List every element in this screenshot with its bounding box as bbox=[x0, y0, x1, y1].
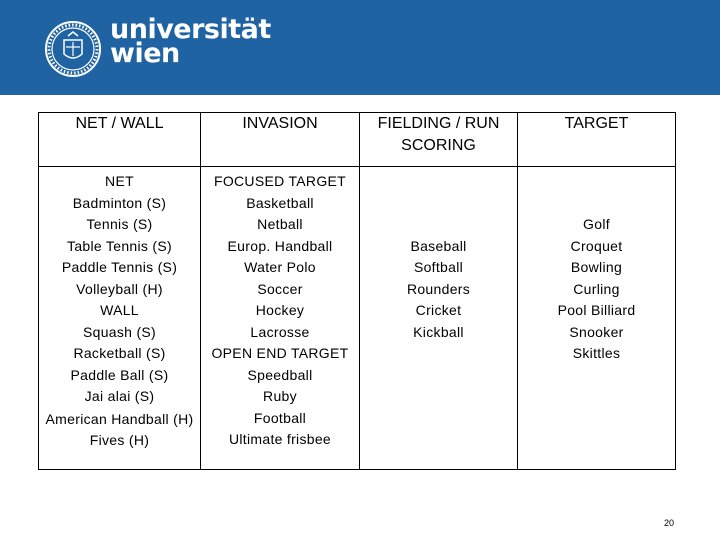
list-item: Badminton (S) bbox=[72, 194, 167, 211]
header-bar bbox=[0, 0, 720, 95]
header-target: TARGET bbox=[518, 113, 676, 167]
list-item: Tennis (S) bbox=[86, 216, 153, 232]
list-item: Speedball bbox=[247, 366, 313, 383]
logo-line-1: universität bbox=[110, 14, 271, 45]
list-item: Cricket bbox=[415, 302, 462, 318]
university-logo-text bbox=[110, 14, 271, 69]
list-item: Football bbox=[253, 409, 307, 426]
spacer bbox=[518, 171, 675, 214]
list-item: WALL bbox=[100, 302, 139, 318]
list-item: Paddle Tennis (S) bbox=[61, 259, 178, 275]
list-item: Lacrosse bbox=[250, 323, 310, 340]
list-item: Netball bbox=[257, 216, 303, 232]
list-item: OPEN END TARGET bbox=[211, 345, 349, 361]
target-column bbox=[518, 167, 676, 470]
fielding-run-scoring-column bbox=[360, 167, 518, 470]
list-item: Fives (H) bbox=[89, 431, 150, 448]
invasion-column bbox=[201, 167, 360, 470]
list-item: Volleyball (H) bbox=[76, 280, 163, 297]
list-item: Kickball bbox=[413, 323, 464, 340]
list-item: Basketball bbox=[246, 194, 314, 211]
list-item: Racketball (S) bbox=[73, 345, 166, 361]
list-item: Snooker bbox=[569, 323, 624, 340]
list-item: Hockey bbox=[255, 302, 305, 318]
sports-classification-table bbox=[38, 112, 676, 470]
list-item: Water Polo bbox=[244, 259, 316, 275]
list-item: American Handball (H) bbox=[45, 410, 194, 427]
header-invasion: INVASION bbox=[201, 113, 360, 167]
list-item: Croquet bbox=[570, 237, 623, 254]
list-item: Golf bbox=[583, 216, 610, 232]
list-item: Jai alai (S) bbox=[84, 388, 155, 404]
university-seal-icon bbox=[44, 20, 102, 78]
table-header-row bbox=[39, 113, 676, 167]
list-item: FOCUSED TARGET bbox=[213, 173, 347, 189]
list-item: Europ. Handball bbox=[227, 237, 333, 254]
list-item: Bowling bbox=[570, 259, 623, 275]
list-item: Ultimate frisbee bbox=[228, 431, 332, 447]
table-body-row bbox=[39, 167, 676, 470]
list-item: Pool Billiard bbox=[557, 302, 636, 318]
list-item: Ruby bbox=[263, 388, 297, 404]
spacer bbox=[360, 171, 517, 236]
list-item: Table Tennis (S) bbox=[67, 237, 172, 254]
list-item: Soccer bbox=[257, 280, 303, 297]
list-item: Baseball bbox=[410, 237, 467, 254]
page-number: 20 bbox=[664, 518, 675, 528]
header-fielding-run-scoring: FIELDING / RUN SCORING bbox=[360, 113, 518, 167]
list-item: Paddle Ball (S) bbox=[70, 366, 169, 383]
logo-line-2: wien bbox=[110, 38, 180, 69]
list-item: Softball bbox=[413, 259, 464, 275]
list-item: Curling bbox=[573, 280, 620, 297]
list-item: Squash (S) bbox=[82, 323, 157, 340]
list-item: Skittles bbox=[572, 345, 621, 361]
net-wall-column bbox=[39, 167, 201, 470]
header-net-wall: NET / WALL bbox=[39, 113, 201, 167]
list-item: NET bbox=[105, 173, 134, 189]
list-item: Rounders bbox=[406, 280, 471, 297]
